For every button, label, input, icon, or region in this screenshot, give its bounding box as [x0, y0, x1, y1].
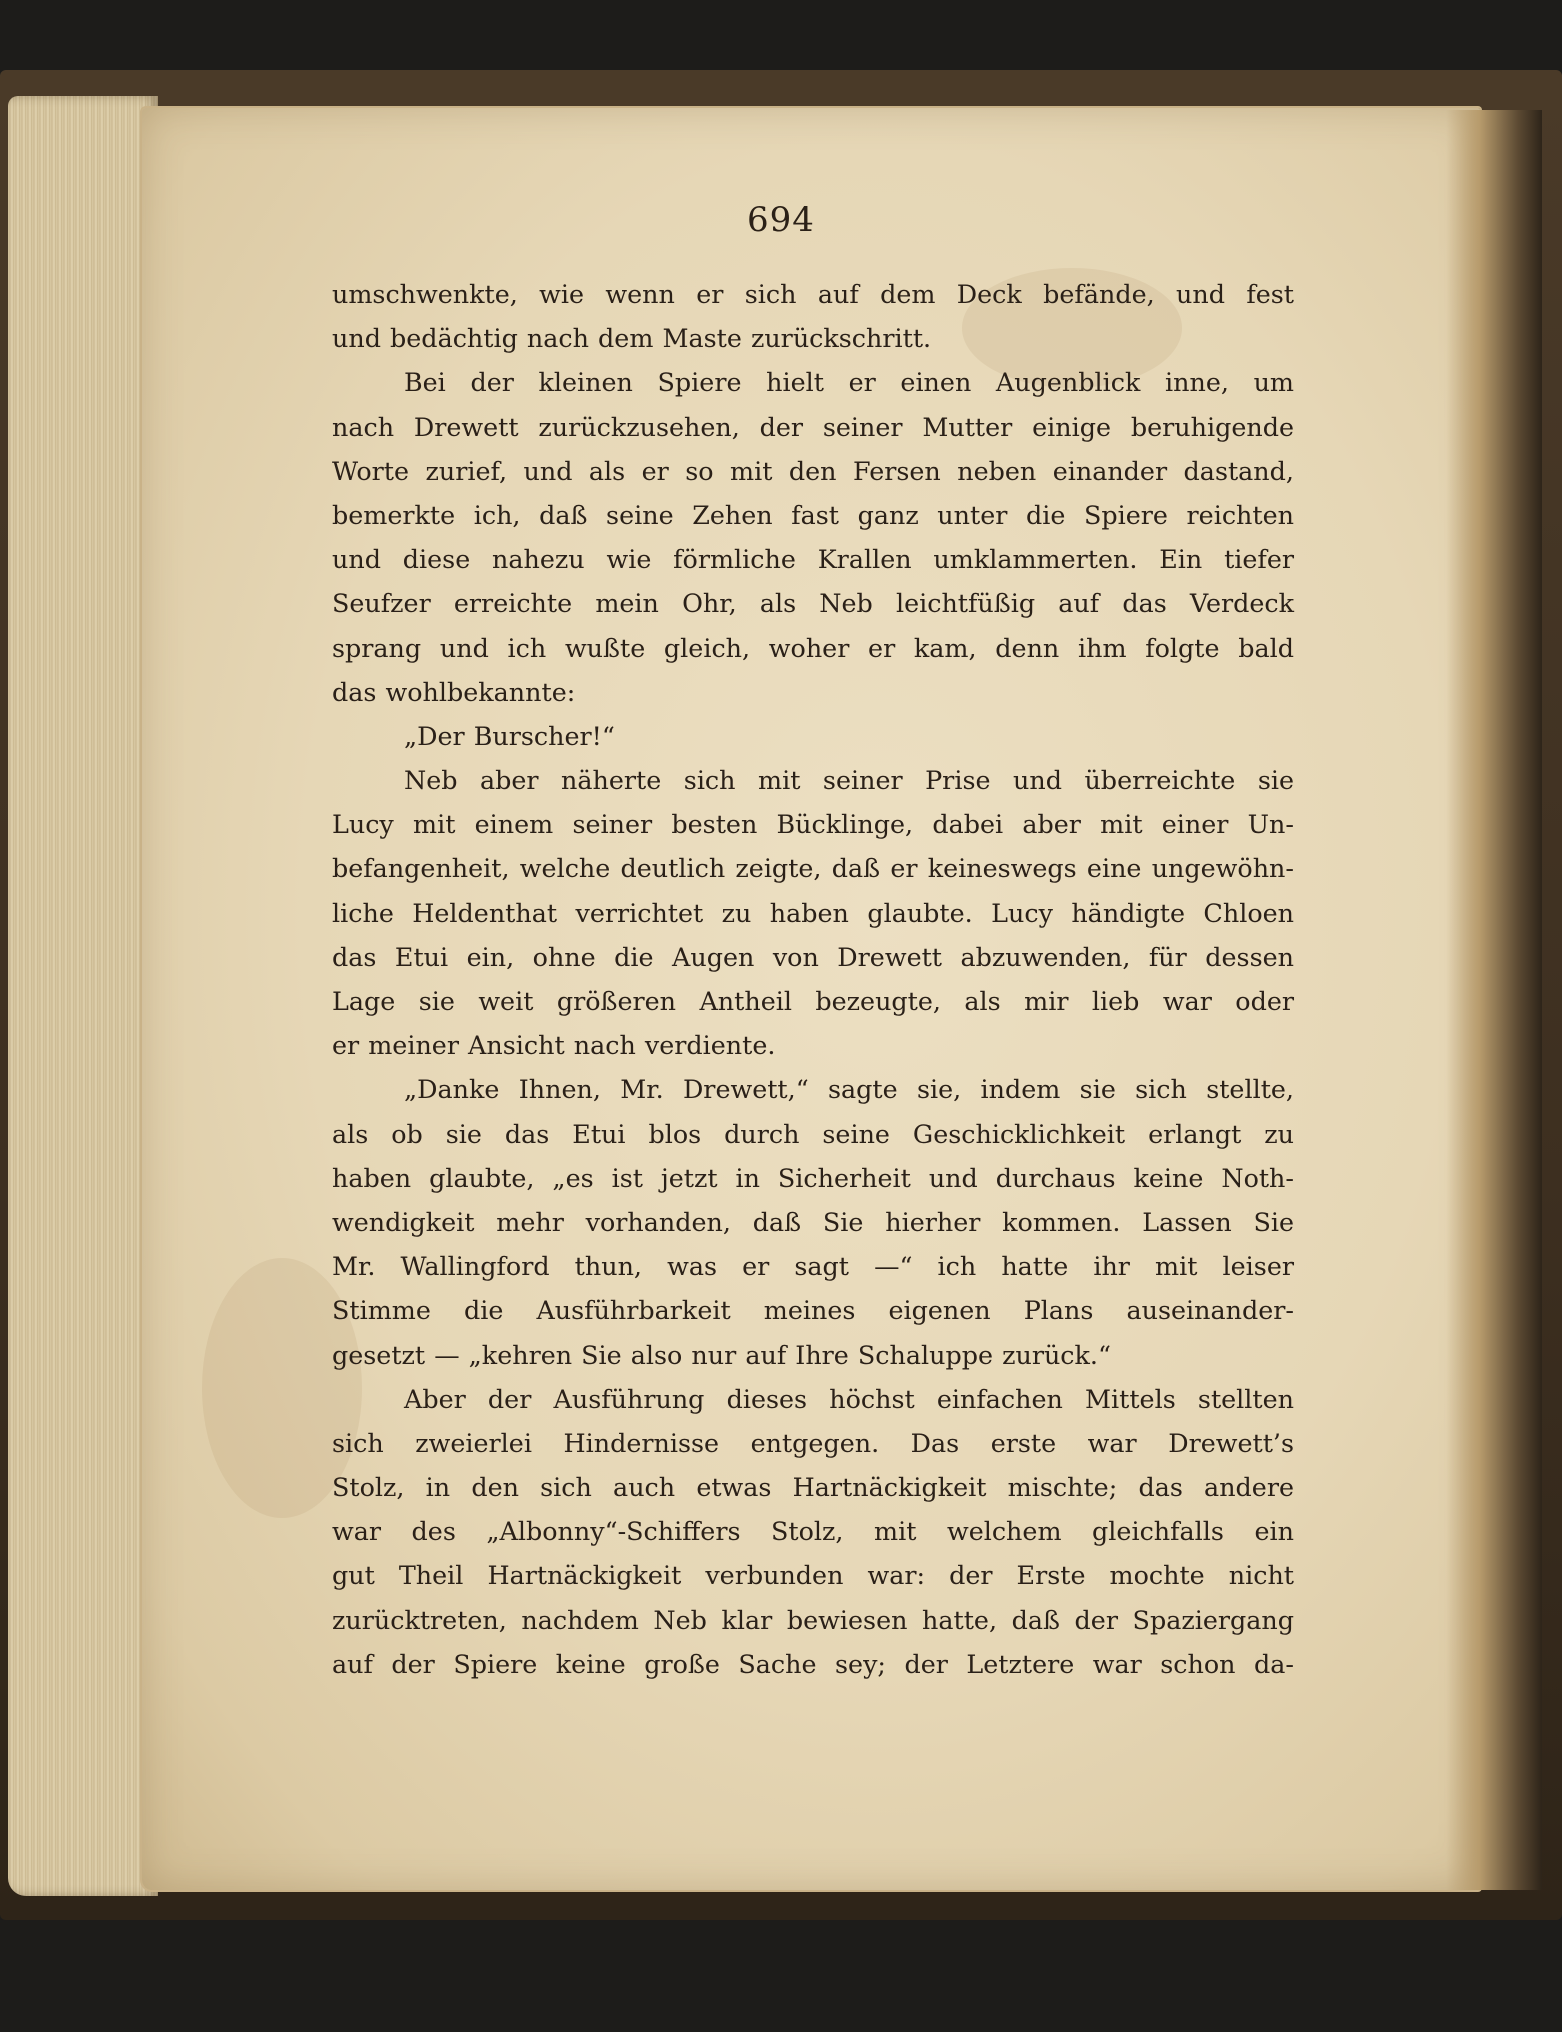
text-line: er meiner Ansicht nach verdiente.	[332, 1030, 776, 1061]
text-line: wendigkeit mehr vorhanden, daß Sie hierher kommen. Lassen Sie	[332, 1206, 1294, 1237]
text-line: befangenheit, welche deutlich zeigte, daß er keineswegs eine ungewöhn-	[332, 853, 1294, 884]
text-line: Stimme die Ausführbarkeit meines eigenen Plans auseinander-	[332, 1295, 1294, 1326]
text-line: Mr. Wallingford thun, was er sagt —“ ich hatte ihr mit leiser	[332, 1251, 1294, 1282]
text-line: liche Heldenthat verrichtet zu haben glaubte. Lucy händigte Chloen	[332, 897, 1294, 928]
page-stack-edge	[8, 96, 158, 1896]
text-line: gut Theil Hartnäckigkeit verbunden war: der Erste mochte nicht	[332, 1560, 1294, 1591]
text-line: sprang und ich wußte gleich, woher er kam, denn ihm folgte bald	[332, 632, 1294, 663]
text-line: das Etui ein, ohne die Augen von Drewett abzuwenden, für dessen	[332, 941, 1294, 972]
text-line: und bedächtig nach dem Maste zurückschritt.	[332, 323, 932, 354]
text-line: Stolz, in den sich auch etwas Hartnäckigkeit mischte; das andere	[332, 1472, 1294, 1503]
text-line: als ob sie das Etui blos durch seine Geschicklichkeit erlangt zu	[332, 1118, 1294, 1149]
text-line: sich zweierlei Hindernisse entgegen. Das erste war Drewett’s	[332, 1427, 1294, 1458]
text-line: Worte zurief, und als er so mit den Fersen neben einander dastand,	[332, 455, 1294, 486]
text-line: nach Drewett zurückzusehen, der seiner Mutter einige beruhigende	[332, 411, 1294, 442]
text-line: Lucy mit einem seiner besten Bücklinge, dabei aber mit einer Un-	[332, 809, 1294, 840]
text-line: „Danke Ihnen, Mr. Drewett,“ sagte sie, indem sie sich stellte,	[404, 1074, 1294, 1105]
text-line: zurücktreten, nachdem Neb klar bewiesen hatte, daß der Spaziergang	[332, 1604, 1294, 1635]
text-line: Neb aber näherte sich mit seiner Prise und überreichte sie	[404, 765, 1294, 796]
text-line: „Der Burscher!“	[404, 720, 615, 751]
text-line: gesetzt — „kehren Sie also nur auf Ihre Schaluppe zurück.“	[332, 1339, 1111, 1370]
text-line: umschwenkte, wie wenn er sich auf dem Deck befände, und fest	[332, 279, 1294, 309]
text-line: haben glaubte, „es ist jetzt in Sicherheit und durchaus keine Noth-	[332, 1162, 1294, 1193]
text-line: Bei der kleinen Spiere hielt er einen Augenblick inne, um	[404, 367, 1294, 398]
text-line: Lage sie weit größeren Antheil bezeugte, als mir lieb war oder	[332, 986, 1294, 1016]
text-line: und diese nahezu wie förmliche Krallen umklammerten. Ein tiefer	[332, 544, 1294, 575]
text-line: Aber der Ausführung dieses höchst einfachen Mittels stellten	[404, 1383, 1294, 1414]
text-line: das wohlbekannte:	[332, 676, 576, 707]
text-line: war des „Albonny“-Schiffers Stolz, mit welchem gleichfalls ein	[332, 1516, 1294, 1547]
page-number: 694	[747, 200, 815, 240]
text-line: bemerkte ich, daß seine Zehen fast ganz unter die Spiere reichten	[332, 499, 1294, 530]
text-line: Seufzer erreichte mein Ohr, als Neb leichtfüßig auf das Verdeck	[332, 588, 1294, 619]
body-text	[332, 272, 1294, 1686]
text-line: auf der Spiere keine große Sache sey; der Letztere war schon da-	[332, 1648, 1294, 1679]
book-gutter	[1446, 110, 1542, 1890]
